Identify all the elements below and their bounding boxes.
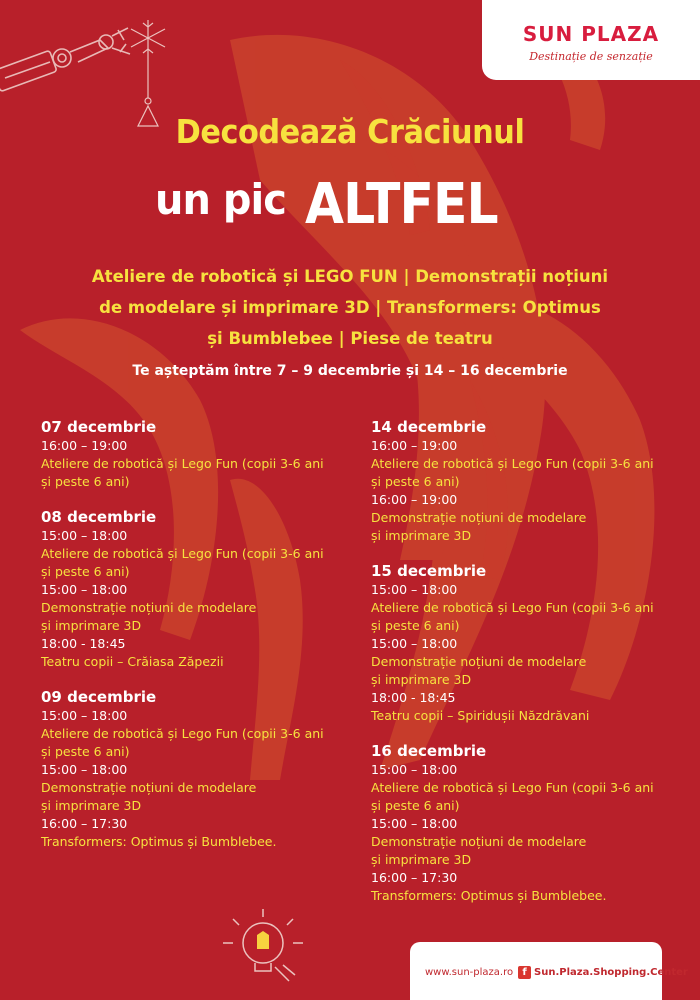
event-description: și imprimare 3D (371, 528, 472, 543)
brand-tagline: Destinație de senzație (529, 50, 653, 63)
day-date: 16 decembrie (371, 742, 487, 760)
event-description: Transformers: Optimus și Bumblebee. (371, 888, 607, 903)
snowflake-icon (131, 20, 165, 56)
event-time: 16:00 – 17:30 (371, 870, 458, 885)
day-date: 08 decembrie (41, 508, 157, 526)
event-time: 16:00 – 17:30 (41, 816, 128, 831)
event-description: și peste 6 ani) (371, 798, 460, 813)
event-description: și peste 6 ani) (371, 474, 460, 489)
event-time: 16:00 – 19:00 (41, 438, 128, 453)
event-description: Demonstrație noțiuni de modelare (41, 780, 257, 795)
event-time: 15:00 – 18:00 (41, 762, 128, 777)
event-time: 18:00 - 18:45 (41, 636, 126, 651)
event-time: 15:00 – 18:00 (371, 762, 458, 777)
event-description: Demonstrație noțiuni de modelare (371, 510, 587, 525)
brand-logo: SUN PLAZA (522, 22, 660, 46)
event-description: și imprimare 3D (371, 852, 472, 867)
event-description: Transformers: Optimus și Bumblebee. (41, 834, 277, 849)
event-description: și imprimare 3D (41, 618, 142, 633)
event-subtitle (80, 261, 620, 354)
website-link[interactable]: www.sun-plaza.ro (425, 967, 514, 978)
subtitle-line: de modelare și imprimare 3D | Transformers: Optimus (99, 298, 601, 317)
facebook-icon[interactable]: f (518, 966, 531, 979)
subtitle-line: și Bumblebee | Piese de teatru (207, 329, 493, 348)
event-description: și peste 6 ani) (41, 564, 130, 579)
day-date: 14 decembrie (371, 418, 487, 436)
event-description: Ateliere de robotică și Lego Fun (copii 3-6 ani (371, 780, 654, 795)
event-description: și peste 6 ani) (41, 474, 130, 489)
event-time: 15:00 – 18:00 (371, 636, 458, 651)
event-description: Ateliere de robotică și Lego Fun (copii 3-6 ani (41, 546, 324, 561)
schedule-day (41, 687, 341, 851)
event-time: 16:00 – 19:00 (371, 438, 458, 453)
event-description: Teatru copii – Crăiasa Zăpezii (41, 654, 224, 669)
event-description: Ateliere de robotică și Lego Fun (copii 3-6 ani (41, 456, 324, 471)
day-date: 15 decembrie (371, 562, 487, 580)
event-time: 15:00 – 18:00 (41, 708, 128, 723)
event-description: și imprimare 3D (371, 672, 472, 687)
schedule-day (371, 741, 671, 905)
event-description: și peste 6 ani) (371, 618, 460, 633)
event-description: și imprimare 3D (41, 798, 142, 813)
event-description: Teatru copii – Spiridușii Năzdrăvani (371, 708, 590, 723)
event-description: Demonstrație noțiuni de modelare (41, 600, 257, 615)
event-description: Ateliere de robotică și Lego Fun (copii 3-6 ani (371, 456, 654, 471)
event-description: Demonstrație noțiuni de modelare (371, 654, 587, 669)
brand-logo-card[interactable] (482, 0, 700, 80)
event-time: 16:00 – 19:00 (371, 492, 458, 507)
event-time: 15:00 – 18:00 (371, 582, 458, 597)
headline-line1: Decodează Crăciunul (175, 112, 525, 151)
event-time: 18:00 - 18:45 (371, 690, 456, 705)
event-time: 15:00 – 18:00 (41, 528, 128, 543)
event-description: Ateliere de robotică și Lego Fun (copii 3-6 ani (41, 726, 324, 741)
subtitle-line: Ateliere de robotică și LEGO FUN | Demonstrații noțiuni (91, 267, 609, 286)
facebook-link[interactable]: Sun.Plaza.Shopping.Center (534, 967, 688, 978)
event-description: și peste 6 ani) (41, 744, 130, 759)
schedule-right-column (371, 417, 671, 921)
day-date: 07 decembrie (41, 418, 157, 436)
day-date: 09 decembrie (41, 688, 157, 706)
headline-line3: ALTFEL (305, 172, 498, 237)
lightbulb-icon (215, 905, 310, 985)
event-time: 15:00 – 18:00 (371, 816, 458, 831)
schedule-day (371, 417, 671, 545)
event-description: Ateliere de robotică și Lego Fun (copii 3-6 ani (371, 600, 654, 615)
footer-card (410, 942, 688, 1000)
schedule-day (41, 507, 341, 671)
schedule-day (371, 561, 671, 725)
schedule-left-column (41, 417, 341, 867)
event-time: 15:00 – 18:00 (41, 582, 128, 597)
dates-line: Te așteptăm între 7 – 9 decembrie și 14 – 16 decembrie (132, 363, 568, 379)
schedule-day (41, 417, 341, 491)
event-description: Demonstrație noțiuni de modelare (371, 834, 587, 849)
headline-line2: un pic (155, 175, 286, 224)
